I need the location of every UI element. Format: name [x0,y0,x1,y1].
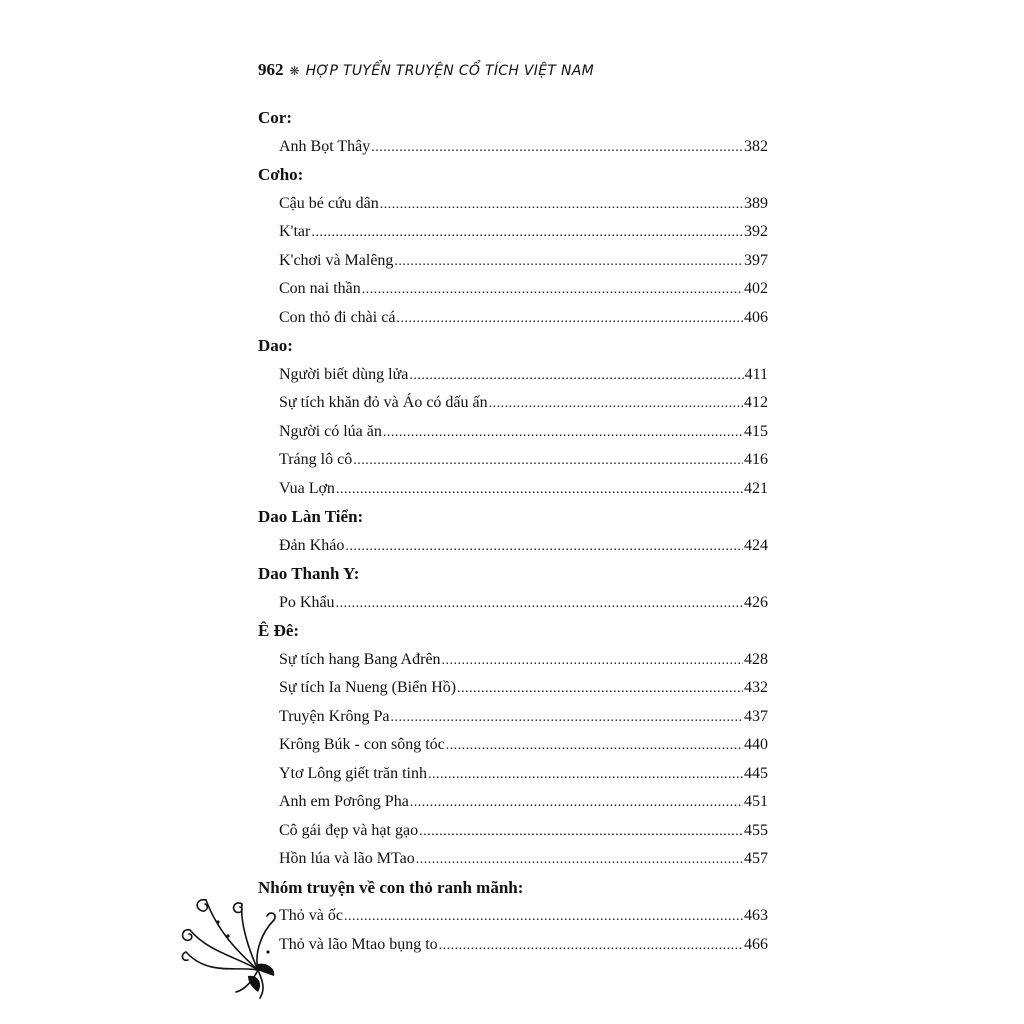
dot-leader [362,276,743,305]
dot-leader [416,846,743,875]
entry-title: Truyện Krông Pa [279,707,390,725]
entry-title: Con thỏ đi chài cá [279,308,396,326]
section-title: Ê Đê: [258,621,300,640]
entry-page-number: 402 [744,280,768,297]
entry-title: Krông Búk - con sông tóc [279,736,445,753]
toc-entry [258,788,768,817]
page-number: 962 [258,60,284,79]
running-title: HỢP TUYỂN TRUYỆN CỔ TÍCH VIỆT NAM [305,63,594,79]
dot-leader [336,590,743,619]
dot-leader [446,732,743,761]
toc-entry [258,361,768,390]
entry-page-number: 424 [744,536,768,554]
toc-entry [258,674,768,703]
entry-title: Thỏ và ốc [279,907,343,924]
entry-title: Người có lúa ăn [279,422,382,440]
entry-page-number: 382 [744,137,768,155]
dot-leader [371,134,743,163]
entry-page-number: 426 [744,593,768,611]
entry-page-number: 389 [744,194,768,212]
entry-title: Anh em Pơrông Pha [279,793,409,810]
entry-title: K'chơi và Malêng [279,251,394,269]
dot-leader [439,932,743,961]
toc-entry [258,931,768,960]
dot-leader [311,219,743,248]
toc-entry [258,247,768,276]
entry-page-number: 415 [744,422,768,440]
entry-page-number: 455 [744,821,768,839]
entry-page-number: 451 [744,793,768,810]
dot-leader [396,305,743,334]
entry-title: Người biết dùng lửa [279,365,409,383]
entry-page-number: 440 [744,736,768,753]
toc-entry [258,902,768,931]
section-title: Nhóm truyện về con thỏ ranh mãnh: [258,877,524,897]
dot-leader [391,704,743,733]
toc-entry [258,190,768,219]
entry-title: Hồn lúa và lão MTao [279,850,415,867]
entry-page-number: 432 [744,679,768,696]
toc-entry [258,703,768,732]
entry-title: Vua Lợn [279,479,335,497]
dot-leader [394,248,743,277]
dot-leader [409,362,743,391]
entry-page-number: 428 [744,650,768,668]
entry-title: Con nai thần [279,280,361,297]
toc-entry [258,731,768,760]
toc-entry [258,845,768,874]
entry-page-number: 392 [744,223,768,240]
toc-entry [258,446,768,475]
toc-entry [258,418,768,447]
toc-entry [258,218,768,247]
toc-entry [258,646,768,675]
dot-leader [442,647,743,676]
page-header [258,60,594,80]
dot-leader [344,903,743,932]
entry-title: Thỏ và lão Mtao bụng to [279,935,438,953]
entry-page-number: 466 [744,935,768,953]
table-of-contents [258,104,768,959]
toc-entry [258,589,768,618]
toc-entry [258,389,768,418]
dot-leader [489,390,743,419]
entry-title: Po Khẩu [279,593,335,611]
dot-leader [410,789,743,818]
entry-page-number: 416 [744,451,768,468]
dot-leader [353,447,743,476]
toc-entry [258,304,768,333]
dot-leader [419,818,743,847]
toc-entry [258,760,768,789]
entry-title: Cậu bé cứu dân [279,194,379,212]
dot-leader [380,191,743,220]
dot-leader [428,761,743,790]
entry-page-number: 463 [744,907,768,924]
entry-title: Đản Kháo [279,536,345,554]
section-title: Dao Thanh Y: [258,564,360,583]
toc-entry [258,275,768,304]
entry-page-number: 421 [744,479,768,497]
entry-title: Anh Bọt Thây [279,137,371,155]
floral-ornament-icon [178,892,283,1002]
toc-entry [258,475,768,504]
toc-entry [258,133,768,162]
entry-page-number: 397 [744,251,768,269]
section-title: Dao Làn Tiển: [258,507,364,526]
entry-title: Cô gái đẹp và hạt gạo [279,821,419,839]
entry-page-number: 445 [744,764,768,782]
dot-leader [336,476,743,505]
entry-title: Sự tích Ia Nueng (Biển Hồ) [279,679,457,696]
entry-title: Tráng lô cô [279,451,353,468]
toc-entry [258,532,768,561]
entry-title: K'tar [279,223,311,240]
toc-entry [258,817,768,846]
entry-page-number: 412 [744,394,768,411]
entry-page-number: 406 [744,308,768,326]
section-title: Cor: [258,108,292,127]
dot-leader [383,419,743,448]
dot-leader [457,675,743,704]
entry-title: Sự tích khăn đỏ và Áo có dấu ấn [279,394,488,411]
section-title: Dao: [258,336,293,355]
entry-page-number: 457 [744,850,768,867]
dot-leader [345,533,743,562]
entry-page-number: 411 [744,365,768,383]
entry-page-number: 437 [744,707,768,725]
header-ornament-icon: ❋ [289,64,300,78]
entry-title: Sự tích hang Bang Ađrên [279,650,441,668]
section-title: Cơho: [258,165,304,184]
entry-title: Ytơ Lông giết trăn tinh [279,764,427,782]
